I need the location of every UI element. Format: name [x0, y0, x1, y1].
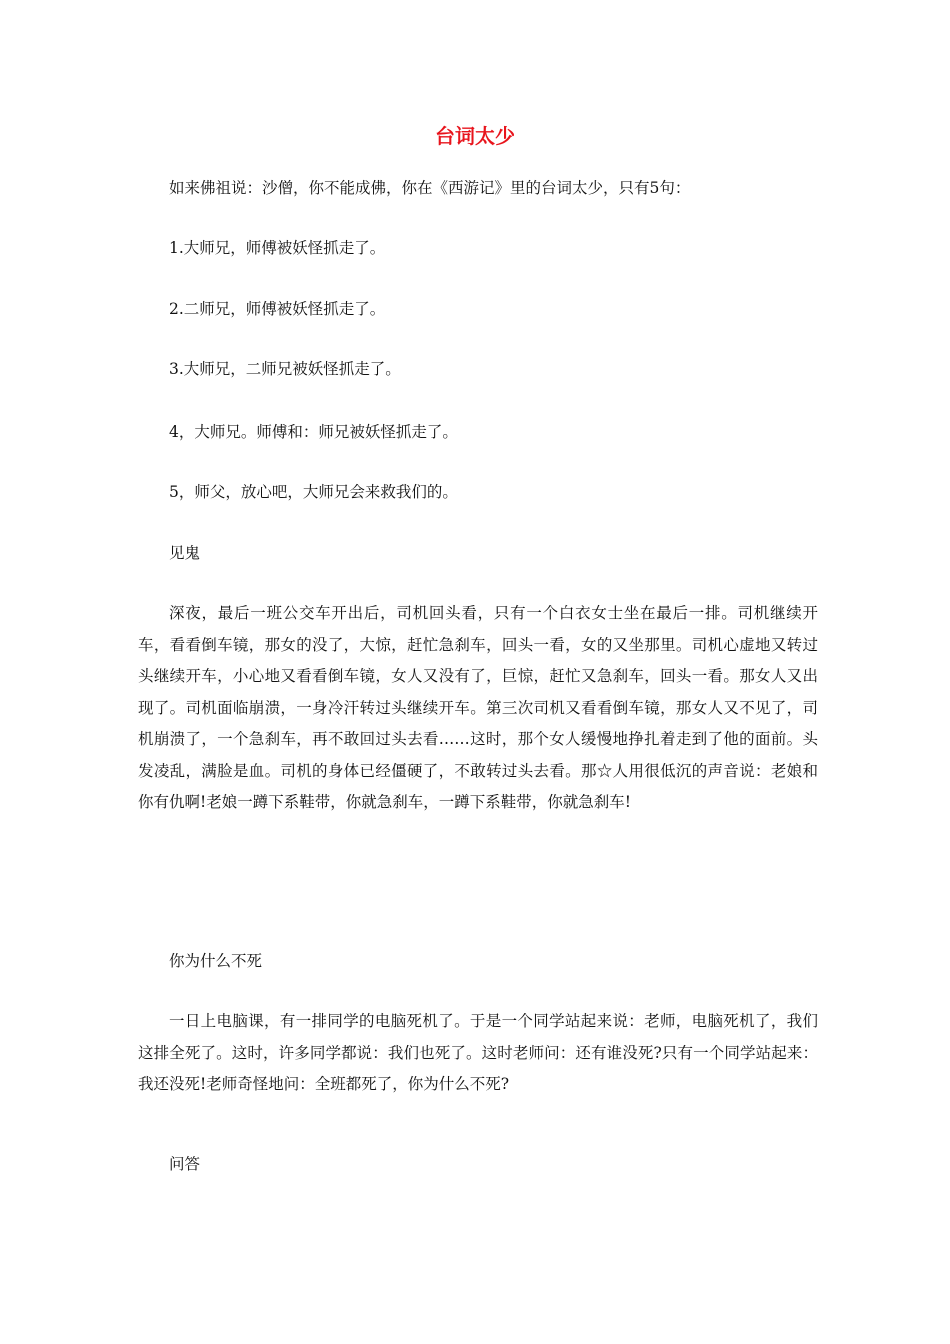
paragraph-line-3: 3.大师兄，二师兄被妖怪抓走了。	[169, 360, 401, 378]
paragraph-line-1: 1.大师兄，师傅被妖怪抓走了。	[169, 239, 386, 257]
paragraph-line-5: 5，师父，放心吧，大师兄会来救我们的。	[169, 483, 458, 501]
document-title: 台词太少	[435, 124, 515, 148]
section-heading-ghost: 见鬼	[169, 544, 201, 562]
paragraph-line-4: 4，大师兄。师傅和：师兄被妖怪抓走了。	[169, 423, 458, 441]
section-heading-why-not-dead: 你为什么不死	[169, 952, 263, 970]
section-heading-qa: 问答	[169, 1155, 201, 1173]
paragraph-intro: 如来佛祖说：沙僧，你不能成佛，你在《西游记》里的台词太少，只有5句：	[169, 179, 691, 197]
paragraph-line-2: 2.二师兄，师傅被妖怪抓走了。	[169, 300, 386, 318]
paragraph-ghost-story: 深夜，最后一班公交车开出后，司机回头看，只有一个白衣女士坐在最后一排。司机继续开车，看看倒车镜，那女的没了，大惊，赶忙急刹车，回头一看，女的又坐那里。司机心虚地又转过头继续开车，小心地又看看倒车镜，女人又没有了，巨惊，赶忙又急刹车，回头一看。那女人又出现了。司机面临崩溃，一身冷汗转过头继续开车。第三次司机又看看倒车镜，那女人又不见了，司机崩溃了，一个急刹车，再不敢回过头去看……这时，那个女人缓慢地挣扎着走到了他的面前。头发凌乱，满脸是血。司机的身体已经僵硬了，不敢转过头去看。那☆人用很低沉的声音说：老娘和你有仇啊!老娘一蹲下系鞋带，你就急刹车，一蹲下系鞋带，你就急刹车!	[138, 604, 818, 811]
paragraph-computer-class: 一日上电脑课，有一排同学的电脑死机了。于是一个同学站起来说：老师，电脑死机了，我们这排全死了。这时，许多同学都说：我们也死了。这时老师问：还有谁没死?只有一个同学站起来：我还没死!老师奇怪地问：全班都死了，你为什么不死?	[138, 1012, 818, 1093]
